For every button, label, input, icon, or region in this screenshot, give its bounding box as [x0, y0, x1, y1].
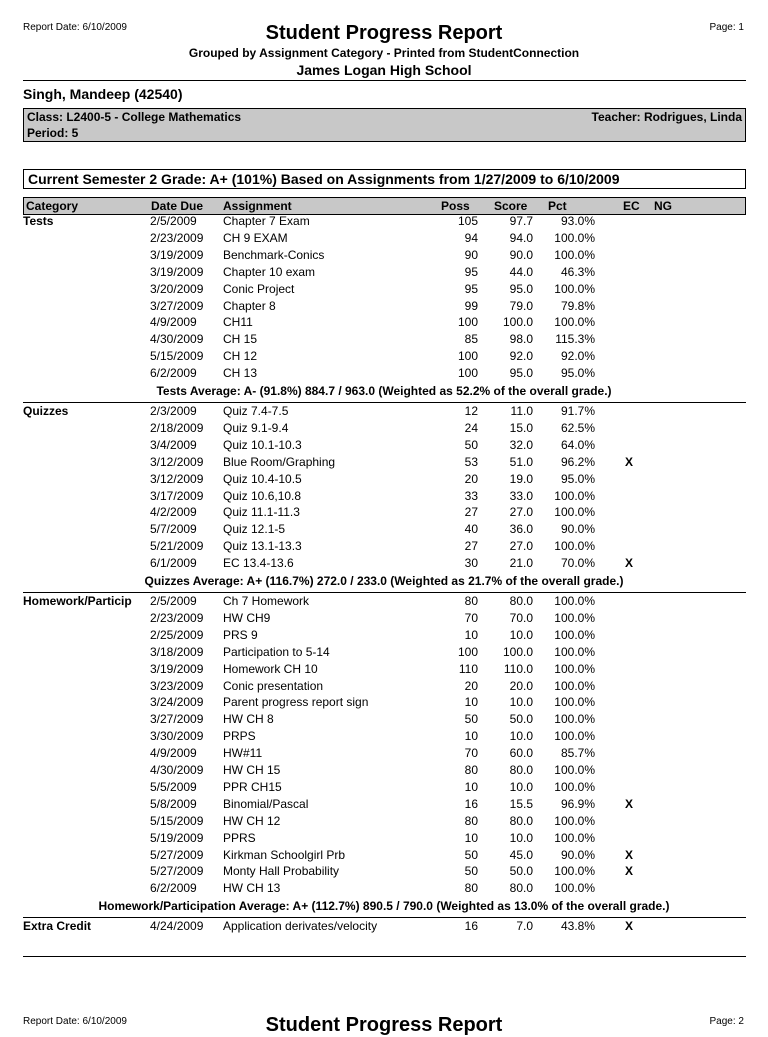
- score-cell: 70.0: [509, 610, 533, 625]
- table-row: [0, 539, 768, 556]
- table-row: [0, 489, 768, 506]
- assignment-cell: HW#11: [223, 746, 263, 761]
- date-due-cell: 2/5/2009: [150, 594, 197, 608]
- table-row: [0, 864, 768, 881]
- poss-cell: 20: [464, 678, 478, 693]
- score-cell: 94.0: [509, 230, 533, 245]
- date-due-cell: 3/23/2009: [150, 678, 204, 693]
- assignment-cell: CH11: [223, 315, 253, 330]
- date-due-cell: 2/5/2009: [150, 214, 197, 228]
- table-row: [0, 662, 768, 679]
- table-row: [0, 366, 768, 383]
- report-date: Report Date: 6/10/2009: [23, 22, 127, 33]
- score-cell: 10.0: [509, 729, 533, 744]
- poss-cell: 80: [464, 763, 478, 777]
- pct-cell: 46.3%: [560, 264, 595, 279]
- table-row: [0, 594, 768, 611]
- assignment-cell: HW CH9: [223, 610, 271, 625]
- poss-cell: 50: [464, 847, 478, 862]
- pct-cell: 100.0%: [554, 712, 595, 727]
- date-due-cell: 3/24/2009: [150, 695, 204, 710]
- date-due-cell: 2/3/2009: [150, 404, 197, 418]
- poss-cell: 40: [464, 522, 478, 537]
- poss-cell: 10: [464, 695, 478, 710]
- ec-cell: X: [625, 796, 634, 811]
- assignment-cell: PRS 9: [223, 627, 258, 642]
- table-row: [0, 645, 768, 662]
- score-cell: 50.0: [509, 864, 533, 879]
- date-due-cell: 3/27/2009: [150, 298, 204, 313]
- assignment-cell: Application derivates/velocity: [223, 919, 378, 934]
- table-row: [0, 729, 768, 746]
- table-row: [0, 505, 768, 522]
- score-cell: 10.0: [509, 830, 533, 845]
- score-cell: 36.0: [509, 522, 533, 537]
- date-due-cell: 3/30/2009: [150, 729, 204, 744]
- category-average: Tests Average: A- (91.8%) 884.7 / 963.0 (Weighted as 52.2% of the overall grade.): [156, 384, 612, 398]
- table-row: [0, 282, 768, 299]
- assignment-cell: Quiz 11.1-11.3: [223, 505, 300, 520]
- date-due-cell: 5/19/2009: [150, 830, 204, 845]
- score-cell: 10.0: [509, 695, 533, 710]
- date-due-cell: 4/9/2009: [150, 746, 197, 761]
- poss-cell: 10: [464, 830, 478, 845]
- score-cell: 44.0: [509, 264, 533, 279]
- table-row: [0, 349, 768, 366]
- date-due-cell: 3/19/2009: [150, 247, 204, 262]
- poss-cell: 100: [457, 644, 478, 659]
- score-cell: 110.0: [503, 661, 533, 676]
- date-due-cell: 5/27/2009: [150, 847, 204, 862]
- date-due-cell: 3/18/2009: [150, 644, 204, 659]
- date-due-cell: 5/15/2009: [150, 349, 204, 364]
- assignment-cell: PRPS: [223, 729, 256, 744]
- pct-cell: 100.0%: [554, 315, 595, 330]
- score-cell: 33.0: [509, 488, 533, 503]
- poss-cell: 50: [464, 437, 478, 452]
- poss-cell: 80: [464, 881, 478, 896]
- assignment-cell: HW CH 8: [223, 712, 274, 727]
- pct-cell: 100.0%: [554, 230, 595, 245]
- score-cell: 90.0: [509, 247, 533, 262]
- score-cell: 7.0: [516, 919, 533, 934]
- score-cell: 32.0: [509, 437, 533, 452]
- pct-cell: 100.0%: [554, 594, 595, 608]
- date-due-cell: 3/20/2009: [150, 281, 204, 296]
- date-due-cell: 5/27/2009: [150, 864, 204, 879]
- pct-cell: 100.0%: [554, 247, 595, 262]
- pct-cell: 90.0%: [560, 522, 595, 537]
- date-due-cell: 3/27/2009: [150, 712, 204, 727]
- pct-cell: 96.2%: [560, 454, 595, 469]
- table-row: [0, 332, 768, 349]
- poss-cell: 10: [464, 729, 478, 744]
- category-average: Quizzes Average: A+ (116.7%) 272.0 / 233.0 (Weighted as 21.7% of the overall grade.): [144, 574, 624, 588]
- score-cell: 80.0: [509, 813, 533, 828]
- poss-cell: 105: [457, 214, 478, 228]
- score-cell: 19.0: [509, 471, 533, 486]
- score-cell: 15.5: [509, 796, 533, 811]
- assignment-cell: CH 15: [223, 332, 258, 347]
- col-assignment: Assignment: [223, 199, 292, 213]
- poss-cell: 100: [457, 349, 478, 364]
- ec-cell: X: [625, 864, 634, 879]
- assignment-cell: Ch 7 Homework: [223, 594, 310, 608]
- assignment-cell: HW CH 15: [223, 763, 281, 777]
- score-cell: 95.0: [509, 366, 533, 381]
- score-cell: 79.0: [509, 298, 533, 313]
- table-row: [0, 438, 768, 455]
- poss-cell: 16: [464, 796, 478, 811]
- date-due-cell: 3/4/2009: [150, 437, 197, 452]
- category-label: Quizzes: [23, 404, 69, 418]
- assignment-cell: PPR CH15: [223, 779, 282, 794]
- date-due-cell: 5/8/2009: [150, 796, 197, 811]
- col-category: Category: [26, 199, 79, 213]
- poss-cell: 95: [464, 264, 478, 279]
- score-cell: 15.0: [509, 420, 533, 435]
- table-row: [0, 848, 768, 865]
- pct-cell: 100.0%: [554, 610, 595, 625]
- assignment-cell: Kirkman Schoolgirl Prb: [223, 847, 346, 862]
- pct-cell: 100.0%: [554, 695, 595, 710]
- poss-cell: 110: [458, 661, 478, 676]
- assignment-cell: Participation to 5-14: [223, 644, 330, 659]
- table-row: [0, 919, 768, 936]
- score-cell: 80.0: [509, 594, 533, 608]
- category-label: Tests: [23, 214, 54, 228]
- assignment-cell: Conic Project: [223, 281, 295, 296]
- assignment-cell: Benchmark-Conics: [223, 247, 325, 262]
- assignment-cell: Quiz 12.1-5: [223, 522, 286, 537]
- date-due-cell: 4/30/2009: [150, 332, 204, 347]
- pct-cell: 100.0%: [554, 864, 595, 879]
- assignment-cell: CH 12: [223, 349, 258, 364]
- poss-cell: 99: [464, 298, 478, 313]
- pct-cell: 100.0%: [554, 729, 595, 744]
- pct-cell: 100.0%: [554, 505, 595, 520]
- pct-cell: 64.0%: [560, 437, 595, 452]
- assignment-cell: Chapter 10 exam: [223, 264, 316, 279]
- score-cell: 10.0: [509, 779, 533, 794]
- assignment-cell: Quiz 7.4-7.5: [223, 404, 289, 418]
- score-cell: 100.0: [502, 315, 533, 330]
- assignment-cell: CH 9 EXAM: [223, 230, 288, 245]
- pct-cell: 100.0%: [554, 830, 595, 845]
- pct-cell: 100.0%: [554, 488, 595, 503]
- poss-cell: 10: [464, 627, 478, 642]
- assignment-cell: Chapter 7 Exam: [223, 214, 310, 228]
- date-due-cell: 5/15/2009: [150, 813, 204, 828]
- divider: [23, 592, 746, 593]
- score-cell: 95.0: [509, 281, 533, 296]
- table-row: [0, 231, 768, 248]
- date-due-cell: 5/21/2009: [150, 539, 204, 554]
- poss-cell: 70: [464, 610, 478, 625]
- table-row: [0, 695, 768, 712]
- col-poss: Poss: [441, 199, 470, 213]
- pct-cell: 85.7%: [560, 746, 595, 761]
- poss-cell: 80: [464, 594, 478, 608]
- pct-cell: 95.0%: [560, 471, 595, 486]
- date-due-cell: 3/17/2009: [150, 488, 204, 503]
- poss-cell: 85: [464, 332, 478, 347]
- table-row: [0, 881, 768, 898]
- table-row: [0, 214, 768, 231]
- score-cell: 92.0: [509, 349, 533, 364]
- table-row: [0, 315, 768, 332]
- score-cell: 80.0: [509, 881, 533, 896]
- divider: [23, 402, 746, 403]
- assignment-cell: Monty Hall Probability: [223, 864, 340, 879]
- class-label: Class: L2400-5 - College Mathematics: [27, 110, 242, 124]
- pct-cell: 100.0%: [554, 281, 595, 296]
- score-cell: 97.7: [509, 214, 533, 228]
- table-row: [0, 797, 768, 814]
- school-name: James Logan High School: [296, 62, 472, 78]
- poss-cell: 100: [457, 366, 478, 381]
- assignment-cell: Quiz 13.1-13.3: [223, 539, 302, 554]
- score-cell: 80.0: [509, 763, 533, 777]
- score-cell: 98.0: [509, 332, 533, 347]
- assignment-cell: Parent progress report sign: [223, 695, 369, 710]
- page2-report-title: Student Progress Report: [265, 1014, 503, 1036]
- page2-page-number: Page: 2: [709, 1016, 744, 1027]
- poss-cell: 50: [464, 712, 478, 727]
- table-row: [0, 522, 768, 539]
- page-number: Page: 1: [709, 22, 744, 33]
- table-row: [0, 556, 768, 573]
- assignment-cell: EC 13.4-13.6: [223, 556, 294, 571]
- score-cell: 27.0: [509, 505, 533, 520]
- pct-cell: 62.5%: [560, 420, 595, 435]
- pct-cell: 70.0%: [560, 556, 595, 571]
- poss-cell: 80: [464, 813, 478, 828]
- table-row: [0, 299, 768, 316]
- table-row: [0, 248, 768, 265]
- table-row: [0, 679, 768, 696]
- pct-cell: 100.0%: [554, 678, 595, 693]
- poss-cell: 33: [464, 488, 478, 503]
- poss-cell: 27: [464, 539, 478, 554]
- report-subtitle: Grouped by Assignment Category - Printed from StudentConnection: [188, 46, 580, 60]
- table-row: [0, 814, 768, 831]
- pct-cell: 100.0%: [554, 881, 595, 896]
- date-due-cell: 6/2/2009: [150, 881, 197, 896]
- poss-cell: 10: [464, 779, 478, 794]
- table-row: [0, 831, 768, 848]
- pct-cell: 115.3%: [555, 332, 595, 347]
- col-score: Score: [494, 199, 528, 213]
- pct-cell: 92.0%: [560, 349, 595, 364]
- poss-cell: 90: [464, 247, 478, 262]
- poss-cell: 30: [464, 556, 478, 571]
- date-due-cell: 3/19/2009: [150, 264, 204, 279]
- pct-cell: 79.8%: [560, 298, 595, 313]
- date-due-cell: 2/23/2009: [150, 610, 204, 625]
- ec-cell: X: [625, 847, 634, 862]
- category-label: Homework/Particip: [23, 594, 132, 608]
- student-name: Singh, Mandeep (42540): [23, 86, 183, 102]
- date-due-cell: 4/9/2009: [150, 315, 197, 330]
- teacher-label: Teacher: Rodrigues, Linda: [591, 110, 742, 124]
- date-due-cell: 5/5/2009: [150, 779, 197, 794]
- assignment-cell: Blue Room/Graphing: [223, 454, 336, 469]
- pct-cell: 96.9%: [560, 796, 595, 811]
- pct-cell: 100.0%: [554, 813, 595, 828]
- table-row: [0, 628, 768, 645]
- assignment-cell: Binomial/Pascal: [223, 796, 309, 811]
- assignment-cell: HW CH 12: [223, 813, 281, 828]
- poss-cell: 12: [464, 404, 478, 418]
- poss-cell: 24: [464, 420, 478, 435]
- pct-cell: 100.0%: [554, 627, 595, 642]
- pct-cell: 100.0%: [554, 661, 595, 676]
- report-title: Student Progress Report: [265, 22, 503, 44]
- table-row: [0, 404, 768, 421]
- score-cell: 20.0: [509, 678, 533, 693]
- date-due-cell: 3/12/2009: [150, 454, 204, 469]
- pct-cell: 100.0%: [554, 644, 595, 659]
- assignment-cell: Quiz 10.1-10.3: [223, 437, 302, 452]
- table-row: [0, 455, 768, 472]
- col-pct: Pct: [548, 199, 567, 213]
- score-cell: 10.0: [509, 627, 533, 642]
- date-due-cell: 2/25/2009: [150, 627, 204, 642]
- assignment-cell: Homework CH 10: [223, 661, 318, 676]
- date-due-cell: 3/19/2009: [150, 661, 204, 676]
- category-label: Extra Credit: [23, 919, 92, 934]
- poss-cell: 16: [464, 919, 478, 934]
- poss-cell: 100: [457, 315, 478, 330]
- date-due-cell: 6/1/2009: [150, 556, 197, 571]
- table-row: [0, 712, 768, 729]
- assignment-cell: Chapter 8: [223, 298, 276, 313]
- poss-cell: 20: [464, 471, 478, 486]
- table-row: [0, 421, 768, 438]
- score-cell: 100.0: [502, 644, 533, 659]
- ec-cell: X: [625, 454, 634, 469]
- pct-cell: 100.0%: [554, 779, 595, 794]
- page2-report-date: Report Date: 6/10/2009: [23, 1016, 127, 1027]
- assignment-cell: Quiz 10.6,10.8: [223, 488, 302, 503]
- poss-cell: 70: [464, 746, 478, 761]
- pct-cell: 43.8%: [560, 919, 595, 934]
- poss-cell: 27: [464, 505, 478, 520]
- date-due-cell: 4/2/2009: [150, 505, 197, 520]
- poss-cell: 53: [464, 454, 478, 469]
- score-cell: 21.0: [509, 556, 533, 571]
- poss-cell: 50: [464, 864, 478, 879]
- assignment-cell: HW CH 13: [223, 881, 281, 896]
- current-grade-text: Current Semester 2 Grade: A+ (101%) Based on Assignments from 1/27/2009 to 6/10/2009: [28, 171, 620, 187]
- table-row: [0, 746, 768, 763]
- table-row: [0, 265, 768, 282]
- date-due-cell: 2/18/2009: [150, 420, 204, 435]
- pct-cell: 95.0%: [560, 366, 595, 381]
- pct-cell: 90.0%: [560, 847, 595, 862]
- score-cell: 45.0: [509, 847, 533, 862]
- ec-cell: X: [625, 919, 634, 934]
- score-cell: 27.0: [509, 539, 533, 554]
- pct-cell: 100.0%: [554, 539, 595, 554]
- pct-cell: 100.0%: [554, 763, 595, 777]
- pct-cell: 93.0%: [560, 214, 595, 228]
- date-due-cell: 3/12/2009: [150, 471, 204, 486]
- divider: [23, 917, 746, 918]
- date-due-cell: 6/2/2009: [150, 366, 197, 381]
- assignment-cell: Quiz 10.4-10.5: [223, 471, 302, 486]
- table-row: [0, 763, 768, 780]
- score-cell: 51.0: [509, 454, 533, 469]
- score-cell: 60.0: [509, 746, 533, 761]
- date-due-cell: 5/7/2009: [150, 522, 197, 537]
- col-ng: NG: [654, 199, 672, 213]
- table-row: [0, 780, 768, 797]
- poss-cell: 94: [464, 230, 478, 245]
- score-cell: 11.0: [510, 404, 533, 418]
- pct-cell: 91.7%: [560, 404, 595, 418]
- date-due-cell: 4/24/2009: [150, 919, 204, 934]
- divider: [23, 956, 746, 957]
- table-row: [0, 472, 768, 489]
- col-date-due: Date Due: [151, 199, 204, 213]
- table-row: [0, 611, 768, 628]
- score-cell: 50.0: [509, 712, 533, 727]
- poss-cell: 95: [464, 281, 478, 296]
- assignment-cell: PPRS: [223, 830, 256, 845]
- assignment-cell: CH 13: [223, 366, 258, 381]
- period-label: Period: 5: [27, 126, 79, 140]
- category-average: Homework/Participation Average: A+ (112.7%) 890.5 / 790.0 (Weighted as 13.0% of the overall grade.): [98, 899, 670, 914]
- assignment-cell: Quiz 9.1-9.4: [223, 420, 289, 435]
- ec-cell: X: [625, 556, 634, 571]
- col-ec: EC: [623, 199, 640, 213]
- date-due-cell: 2/23/2009: [150, 230, 204, 245]
- date-due-cell: 4/30/2009: [150, 763, 204, 777]
- assignment-cell: Conic presentation: [223, 678, 324, 693]
